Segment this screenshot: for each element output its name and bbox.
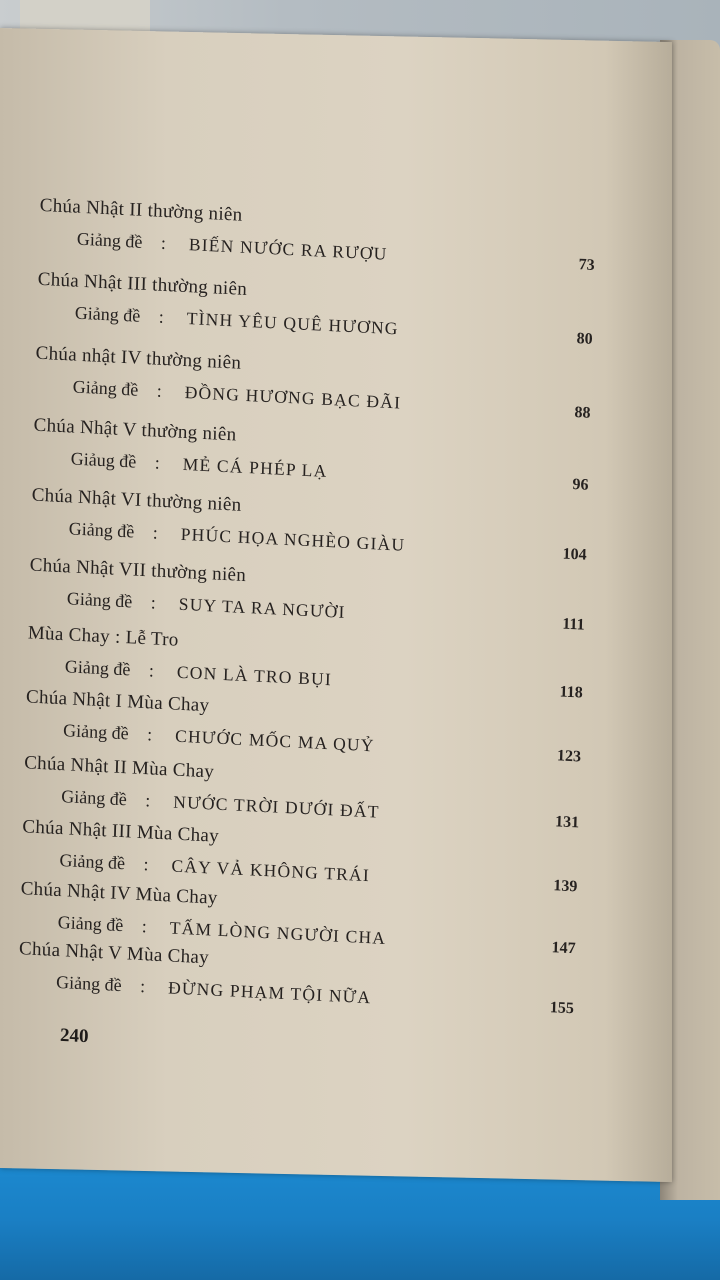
toc-entry-label: Giảng đề: [64, 656, 131, 680]
toc-section: [29, 554, 590, 634]
toc-entry-title: TÌNH YÊU QUÊ HƯƠNG: [186, 308, 399, 339]
toc-page-number: 104: [562, 545, 587, 564]
toc-entry-title: CON LÀ TRO BỤI: [176, 661, 333, 690]
toc-page-number: 118: [559, 683, 583, 702]
toc-page-number: 96: [572, 475, 589, 494]
toc-heading: Mùa Chay : Lễ Tro: [27, 622, 179, 651]
toc-entry-title: CÂY VẢ KHÔNG TRÁI: [171, 855, 371, 886]
toc-separator: :: [148, 660, 155, 681]
toc-page-number: 155: [549, 999, 575, 1018]
toc-separator: :: [146, 724, 153, 745]
toc-entry-title: TẤM LÒNG NGƯỜI CHA: [169, 917, 387, 949]
toc-heading: Chúa Nhật V Mùa Chay: [18, 938, 210, 969]
toc-entry-label: Giảng đề: [59, 850, 126, 874]
toc-entry-title: NƯỚC TRỜI DƯỚI ĐẤT: [173, 791, 380, 822]
toc-page-number: 73: [578, 256, 595, 274]
toc-heading: Chúa Nhật III Mùa Chay: [22, 816, 220, 847]
toc-page-number: 131: [554, 813, 580, 832]
toc-entry-label: Giảng đề: [61, 786, 128, 810]
toc-page-number: 123: [556, 747, 582, 766]
toc-separator: :: [160, 232, 167, 253]
toc-separator: :: [156, 380, 163, 401]
toc-heading: Chúa Nhật VI thường niên: [31, 484, 242, 516]
toc-heading: Chúa Nhật II Mùa Chay: [23, 752, 215, 783]
toc-page-number: 80: [576, 330, 593, 348]
toc-heading: Chúa Nhật II thường niên: [39, 194, 243, 226]
toc-entry-title: SUY TA RA NGƯỜI: [178, 593, 346, 622]
toc-section: [39, 195, 600, 275]
toc-entry-label: Giảug đề: [70, 448, 137, 472]
toc-section: [32, 415, 593, 495]
toc-heading: Chúa Nhật V thường niên: [33, 414, 237, 446]
page-number: 240: [59, 1024, 89, 1048]
toc-separator: :: [143, 854, 149, 875]
toc-entry-title: MẺ CÁ PHÉP LẠ: [182, 453, 328, 481]
toc-entry-label: Giảng đề: [66, 588, 133, 612]
toc-entry-label: Giảng đề: [57, 912, 124, 936]
toc-heading: Chúa Nhật VII thường niên: [29, 554, 247, 587]
toc-entry-label: Giảng đề: [62, 720, 129, 744]
toc-heading: Chúa Nhật III thường niên: [37, 268, 248, 300]
toc-page-number: 88: [574, 404, 591, 422]
toc-separator: :: [152, 522, 159, 543]
table-of-contents: [0, 27, 677, 1199]
toc-page-number: 147: [551, 939, 576, 958]
toc-entry-label: Giảng đề: [68, 518, 135, 542]
toc-section: [34, 343, 595, 423]
toc-section: [31, 485, 592, 565]
toc-entry-label: Giảng đề: [55, 971, 122, 996]
toc-heading: Chúa Nhật IV Mùa Chay: [20, 878, 218, 909]
toc-entry-title: BIẾN NƯỚC RA RƯỢU: [188, 234, 388, 264]
toc-page-number: 111: [562, 615, 585, 634]
toc-heading: Chúa nhật IV thường niên: [35, 342, 242, 374]
toc-entry-label: Giảng đề: [76, 228, 143, 252]
toc-entry-title: PHÚC HỌA NGHÈO GIÀU: [180, 523, 406, 555]
toc-separator: :: [158, 306, 165, 327]
toc-entry-label: Giảng đề: [74, 302, 141, 326]
toc-section: [37, 269, 598, 349]
toc-separator: :: [139, 976, 146, 997]
toc-entry-label: Giảng đề: [72, 376, 139, 400]
toc-entry-title: ĐỒNG HƯƠNG BẠC ĐÃI: [184, 381, 402, 413]
toc-separator: :: [145, 790, 151, 811]
toc-page-number: 139: [553, 877, 578, 896]
toc-separator: :: [150, 592, 157, 613]
toc-heading: Chúa Nhật I Mùa Chay: [25, 686, 210, 717]
toc-separator: :: [141, 916, 148, 937]
toc-entry-title: ĐỪNG PHẠM TỘI NỮA: [167, 977, 372, 1008]
book-page: [0, 28, 672, 1182]
toc-separator: :: [154, 452, 161, 473]
toc-entry-title: CHƯỚC MỐC MA QUỶ: [174, 725, 375, 756]
